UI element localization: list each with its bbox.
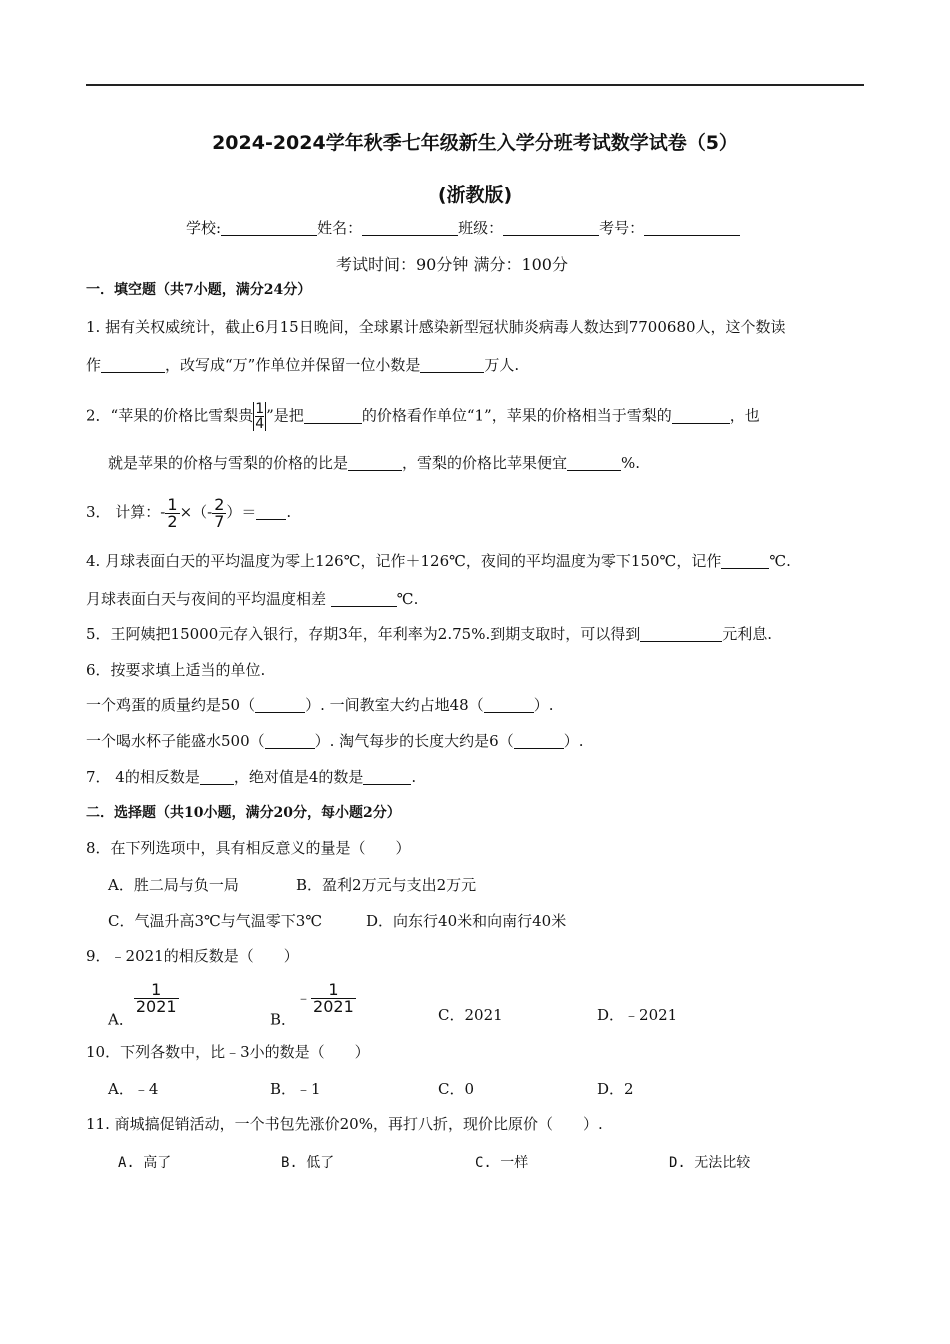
q9-b-sign: ﹣ bbox=[296, 988, 312, 1007]
q6-blank-1[interactable] bbox=[255, 698, 305, 713]
q9-b-fraction bbox=[311, 982, 356, 1015]
q2-fraction bbox=[253, 402, 266, 431]
q9-stem: 9．﹣2021的相反数是（ ） bbox=[86, 947, 299, 965]
q2-text-b: ”是把 bbox=[266, 406, 304, 425]
q3-text-c: ）＝ bbox=[226, 503, 257, 521]
q3-text-d: . bbox=[286, 503, 292, 521]
q3-f2-den: 7 bbox=[214, 511, 225, 531]
q2-frac-num: 1 bbox=[255, 401, 265, 417]
q7-blank-2[interactable] bbox=[363, 770, 411, 785]
q7-line bbox=[86, 767, 416, 787]
q11-option-c[interactable]: C. 一样 bbox=[475, 1155, 529, 1171]
q6-text-c: ）. bbox=[533, 696, 554, 714]
q4-text-b: ℃. bbox=[769, 552, 791, 570]
q9-b-num: 1 bbox=[328, 980, 339, 999]
school-blank[interactable] bbox=[221, 221, 317, 236]
class-blank[interactable] bbox=[503, 221, 599, 236]
q3-fraction-1 bbox=[165, 494, 179, 531]
q9-a-num: 1 bbox=[151, 980, 162, 999]
section2-heading: 二．选择题（共10小题，满分20分，每小题2分） bbox=[86, 805, 401, 821]
q3-blank[interactable] bbox=[256, 505, 286, 520]
q3-line bbox=[86, 492, 291, 532]
q4-text-d: ℃. bbox=[396, 590, 419, 608]
q1-line1: 1. 据有关权威统计，截止6月15日晚间，全球累计感染新型冠状肺炎病毒人数达到7700680人，这个数读 bbox=[86, 318, 786, 336]
q5-text-a: 5．王阿姨把15000元存入银行，存期3年，年利率为2.75%.到期支取时，可以得到 bbox=[86, 625, 641, 643]
q2-text-d: ，也 bbox=[729, 406, 760, 425]
q2-text-a: 2．“苹果的价格比雪梨贵 bbox=[86, 406, 254, 425]
q7-text-b: ，绝对值是4的数是 bbox=[233, 768, 364, 786]
q3-text-b: ×（- bbox=[179, 503, 213, 521]
q9-option-b[interactable] bbox=[270, 982, 356, 1030]
q3-f1-den: 2 bbox=[167, 511, 178, 531]
q2-blank-3[interactable] bbox=[348, 456, 402, 471]
q1-blank-1[interactable] bbox=[101, 358, 165, 373]
q3-fraction-2 bbox=[212, 494, 226, 531]
q6-blank-2[interactable] bbox=[484, 698, 534, 713]
q9-b-label: B． bbox=[270, 1010, 297, 1029]
q10-option-b[interactable]: B．﹣1 bbox=[270, 1080, 321, 1098]
info-fields bbox=[186, 218, 740, 238]
q1-text-b: ，改写成“万”作单位并保留一位小数是 bbox=[165, 356, 421, 374]
q4-text-c: 月球表面白天与夜间的平均温度相差 bbox=[86, 590, 327, 608]
q6-text-d: 一个喝水杯子能盛水500（ bbox=[86, 732, 265, 750]
q8-option-b[interactable]: B．盈利2万元与支出2万元 bbox=[296, 876, 477, 894]
q4-line2 bbox=[86, 589, 418, 609]
q7-text-c: . bbox=[411, 768, 417, 786]
q4-blank-2[interactable] bbox=[331, 592, 397, 607]
q10-stem: 10．下列各数中，比﹣3小的数是（ ） bbox=[86, 1043, 370, 1061]
q9-option-a[interactable] bbox=[108, 982, 179, 1030]
q2-line2 bbox=[108, 453, 640, 473]
q4-blank-1[interactable] bbox=[721, 554, 769, 569]
q2-frac-den: 4 bbox=[255, 416, 265, 432]
q3-f1-num: 1 bbox=[167, 494, 178, 514]
q9-a-den: 2021 bbox=[135, 997, 177, 1016]
q7-blank-1[interactable] bbox=[200, 770, 234, 785]
class-label: 班级： bbox=[458, 219, 504, 237]
q11-option-b[interactable]: B. 低了 bbox=[281, 1155, 335, 1171]
q3-f2-num: 2 bbox=[214, 494, 225, 514]
top-rule bbox=[86, 84, 864, 86]
q6-text-e: ）. 淘气每步的长度大约是6（ bbox=[314, 732, 514, 750]
q7-text-a: 7． 4的相反数是 bbox=[86, 768, 200, 786]
time-info: 考试时间：90分钟 满分：100分 bbox=[336, 255, 568, 274]
q2-text-e: 就是苹果的价格与雪梨的价格的比是 bbox=[108, 454, 349, 472]
q1-text-c: 万人. bbox=[484, 356, 520, 374]
q8-stem: 8．在下列选项中，具有相反意义的量是（ ） bbox=[86, 839, 411, 857]
q1-text-a: 作 bbox=[86, 356, 102, 374]
q2-text-g: %. bbox=[621, 454, 641, 472]
q5-blank[interactable] bbox=[640, 627, 722, 642]
exam-no-label: 考号： bbox=[599, 219, 645, 237]
q2-text-f: ，雪梨的价格比苹果便宜 bbox=[402, 454, 568, 472]
q11-option-a[interactable]: A. 高了 bbox=[118, 1155, 172, 1171]
q11-stem: 11. 商城搞促销活动，一个书包先涨价20%，再打八折，现价比原价（ ）. bbox=[86, 1115, 603, 1133]
q8-option-a[interactable]: A．胜二局与负一局 bbox=[108, 876, 239, 894]
name-label: 姓名： bbox=[317, 219, 363, 237]
q2-blank-1[interactable] bbox=[304, 409, 362, 424]
q9-a-fraction bbox=[134, 982, 179, 1015]
q2-line1 bbox=[86, 402, 760, 431]
q10-option-a[interactable]: A．﹣4 bbox=[108, 1080, 159, 1098]
q6-line2 bbox=[86, 731, 584, 751]
section1-heading: 一．填空题（共7小题，满分24分） bbox=[86, 282, 312, 298]
q9-a-label: A． bbox=[108, 1010, 134, 1029]
name-blank[interactable] bbox=[362, 221, 458, 236]
q5-line bbox=[86, 624, 772, 644]
q10-option-c[interactable]: C．0 bbox=[438, 1080, 475, 1098]
q5-text-b: 元利息. bbox=[722, 625, 773, 643]
q6-text-b: ）. 一间教室大约占地48（ bbox=[305, 696, 484, 714]
q2-blank-2[interactable] bbox=[672, 409, 730, 424]
q4-line1 bbox=[86, 551, 791, 571]
q6-intro: 6．按要求填上适当的单位. bbox=[86, 661, 266, 679]
q11-option-d[interactable]: D. 无法比较 bbox=[669, 1155, 751, 1171]
q6-text-a: 一个鸡蛋的质量约是50（ bbox=[86, 696, 256, 714]
exam-title: 2024-2024学年秋季七年级新生入学分班考试数学试卷（5） bbox=[212, 132, 738, 154]
q1-blank-2[interactable] bbox=[420, 358, 484, 373]
q8-option-d[interactable]: D．向东行40米和向南行40米 bbox=[366, 912, 567, 930]
exam-no-blank[interactable] bbox=[644, 221, 740, 236]
school-label: 学校: bbox=[186, 219, 222, 237]
exam-subtitle: (浙教版) bbox=[437, 184, 513, 206]
q2-text-c: 的价格看作单位“1”，苹果的价格相当于雪梨的 bbox=[361, 406, 672, 425]
q6-blank-3[interactable] bbox=[265, 734, 315, 749]
q9-b-den: 2021 bbox=[313, 997, 354, 1016]
q1-line2 bbox=[86, 355, 519, 375]
q9-option-c[interactable]: C．2021 bbox=[438, 1006, 503, 1024]
q9-option-d[interactable]: D．﹣2021 bbox=[597, 1006, 678, 1024]
q3-text-a: 3． 计算：- bbox=[86, 503, 166, 521]
q8-option-c[interactable]: C．气温升高3℃与气温零下3℃ bbox=[108, 912, 323, 930]
q6-blank-4[interactable] bbox=[514, 734, 564, 749]
q2-blank-4[interactable] bbox=[567, 456, 621, 471]
q6-line1 bbox=[86, 695, 554, 715]
q6-text-f: ）. bbox=[563, 732, 584, 750]
q4-text-a: 4. 月球表面白天的平均温度为零上126℃，记作＋126℃，夜间的平均温度为零下150℃，记作 bbox=[86, 552, 722, 570]
q10-option-d[interactable]: D．2 bbox=[597, 1080, 634, 1098]
